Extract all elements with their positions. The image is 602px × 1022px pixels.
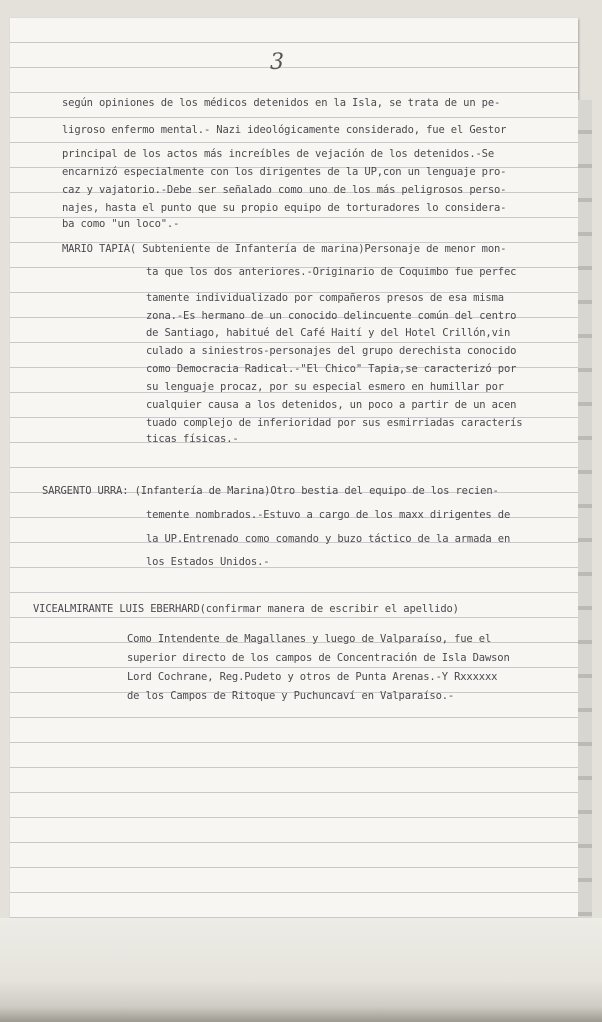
text-line: najes, hasta el punto que su propio equipo de torturadores lo considera- (62, 202, 507, 214)
text-line: ta que los dos anteriores.-Originario de Coquimbo fue perfec (146, 266, 517, 278)
text-line: superior directo de los campos de Concentración de Isla Dawson (127, 652, 510, 664)
text-line: ligroso enfermo mental.- Nazi ideológicamente considerado, fue el Gestor (62, 124, 507, 136)
text-line: cualquier causa a los detenidos, un poco a partir de un acen (146, 399, 517, 411)
text-line: tuado complejo de inferioridad por sus esmirriadas caracterís (146, 417, 523, 429)
text-line: ba como "un loco".- (62, 218, 180, 230)
text-line: culado a siniestros-personajes del grupo derechista conocido (146, 345, 517, 357)
text-line: de los Campos de Ritoque y Puchuncaví en Valparaíso.- (127, 690, 455, 702)
text-line: caz y vajatorio.-Debe ser señalado como uno de los más peligrosos perso- (62, 184, 507, 196)
text-line: Como Intendente de Magallanes y luego de Valparaíso, fue el (127, 633, 492, 645)
text-line: según opiniones de los médicos detenidos en la Isla, se trata de un pe- (62, 97, 501, 109)
text-line: Lord Cochrane, Reg.Pudeto y otros de Punta Arenas.-Y Rxxxxxx (127, 671, 498, 683)
text-line: temente nombrados.-Estuvo a cargo de los maxx dirigentes de (146, 509, 511, 521)
text-line: como Democracia Radical.-"El Chico" Tapia,se caracterizó por (146, 363, 517, 375)
text-line: encarnizó especialmente con los dirigentes de la UP,con un lenguaje pro- (62, 166, 507, 178)
text-line: zona.-Es hermano de un conocido delincuente común del centro (146, 310, 517, 322)
text-line: de Santiago, habitué del Café Haití y del Hotel Crillón,vin (146, 327, 511, 339)
text-line: principal de los actos más increíbles de vejación de los detenidos.-Se (62, 148, 495, 160)
entry-heading-urra: SARGENTO URRA: (Infantería de Marina)Otro bestia del equipo de los recien- (42, 485, 499, 497)
text-line: ticas físicas.- (146, 433, 239, 445)
scan-bottom-margin (0, 918, 602, 1022)
text-line: los Estados Unidos.- (146, 556, 270, 568)
text-line: su lenguaje procaz, por su especial esmero en humillar por (146, 381, 504, 393)
page-number: 3 (270, 50, 284, 75)
page-edge-shadow (578, 100, 592, 920)
text-line: la UP.Entrenado como comando y buzo táctico de la armada en (146, 533, 511, 545)
entry-heading-eberhard: VICEALMIRANTE LUIS EBERHARD(confirmar manera de escribir el apellido) (33, 603, 459, 615)
entry-heading-tapia: MARIO TAPIA( Subteniente de Infantería de marina)Personaje de menor mon- (62, 243, 507, 255)
text-line: tamente individualizado por compañeros presos de esa misma (146, 292, 504, 304)
